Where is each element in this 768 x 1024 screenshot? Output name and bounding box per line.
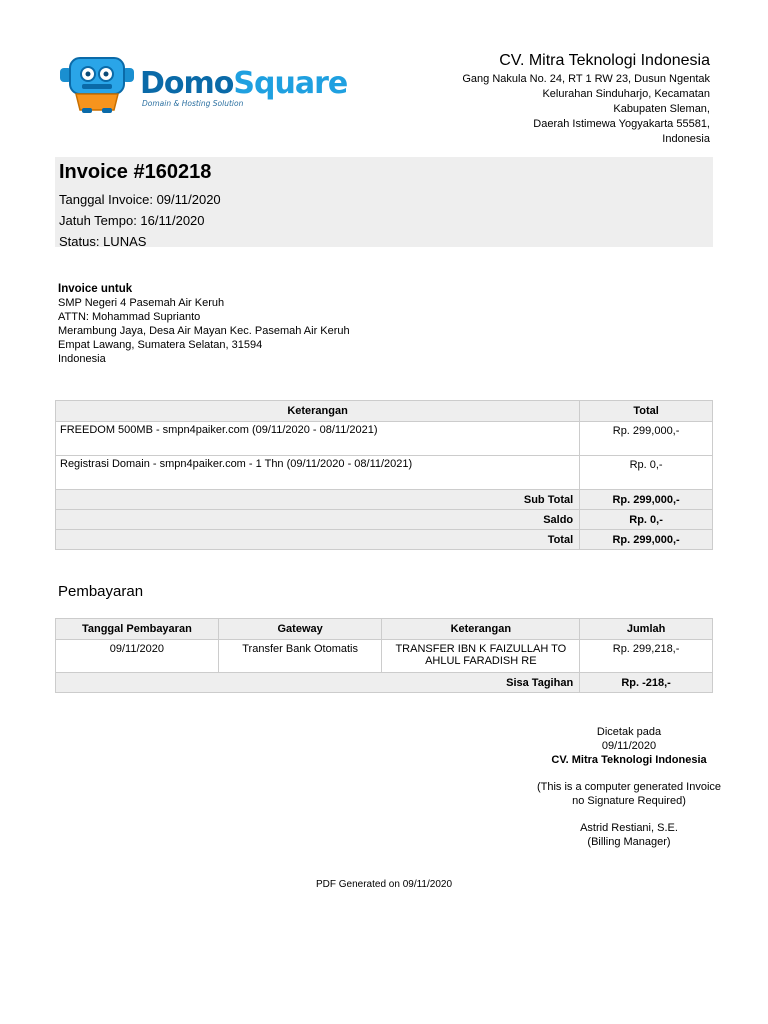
generated-note <box>500 780 758 808</box>
bill-to-line: Merambung Jaya, Desa Air Mayan Kec. Pasemah Air Keruh <box>58 325 350 337</box>
signer-name: Astrid Restiani, S.E. <box>580 822 678 834</box>
signer-role: (Billing Manager) <box>587 836 671 848</box>
column-header-amount: Jumlah <box>580 619 713 640</box>
company-info <box>462 51 710 147</box>
brand-name <box>140 66 347 101</box>
invoice-date: Tanggal Invoice: 09/11/2020 <box>59 192 221 207</box>
bill-to-heading: Invoice untuk <box>58 283 133 295</box>
item-total: Rp. 0,- <box>580 456 713 490</box>
remaining-balance-label: Sisa Tagihan <box>56 673 580 693</box>
brand-part-1: Domo <box>140 66 234 101</box>
generated-note-line: no Signature Required) <box>572 795 686 807</box>
invoice-status: Status: LUNAS <box>59 234 147 249</box>
printed-on-label: Dicetak pada <box>596 726 662 738</box>
bill-to-line: ATTN: Mohammad Suprianto <box>58 311 201 323</box>
column-header-payment-date: Tanggal Pembayaran <box>56 619 219 640</box>
company-address-line: Indonesia <box>662 133 710 145</box>
pdf-footer: PDF Generated on 09/11/2020 <box>315 879 453 890</box>
invoice-items-table <box>55 400 713 550</box>
payment-amount: Rp. 299,218,- <box>580 640 713 673</box>
total-row <box>56 530 713 550</box>
company-address-line: Gang Nakula No. 24, RT 1 RW 23, Dusun Ngentak <box>462 73 710 85</box>
brand-part-2: Square <box>233 66 348 101</box>
column-header-note: Keterangan <box>382 619 580 640</box>
table-row <box>56 640 713 673</box>
printed-on-block <box>500 725 758 767</box>
table-header-row <box>56 401 713 422</box>
payments-heading: Pembayaran <box>58 583 144 600</box>
company-logo <box>58 52 348 114</box>
invoice-summary-box <box>55 157 713 247</box>
remaining-balance-row <box>56 673 713 693</box>
company-name: CV. Mitra Teknologi Indonesia <box>499 52 710 69</box>
balance-value: Rp. 0,- <box>580 510 713 530</box>
generated-note-line: (This is a computer generated Invoice <box>536 781 722 793</box>
balance-row <box>56 510 713 530</box>
item-total: Rp. 299,000,- <box>580 422 713 456</box>
payment-note: TRANSFER IBN K FAIZULLAH TO AHLUL FARADISH RE <box>382 640 580 673</box>
signer-block <box>500 821 758 849</box>
payment-date: 09/11/2020 <box>56 640 219 673</box>
column-header-description: Keterangan <box>56 401 580 422</box>
subtotal-value: Rp. 299,000,- <box>580 490 713 510</box>
bill-to-line: Empat Lawang, Sumatera Selatan, 31594 <box>58 339 263 351</box>
item-description: Registrasi Domain - smpn4paiker.com - 1 Thn (09/11/2020 - 08/11/2021) <box>56 456 580 490</box>
remaining-balance-value: Rp. -218,- <box>580 673 713 693</box>
subtotal-row <box>56 490 713 510</box>
company-address-line: Kelurahan Sinduharjo, Kecamatan <box>542 88 710 100</box>
balance-label: Saldo <box>56 510 580 530</box>
bill-to-line: Indonesia <box>58 353 106 365</box>
invoice-title: Invoice #160218 <box>59 161 212 183</box>
company-address-line: Kabupaten Sleman, <box>613 103 710 115</box>
table-row <box>56 456 713 490</box>
table-row <box>56 422 713 456</box>
signature-company: CV. Mitra Teknologi Indonesia <box>551 754 707 766</box>
total-label: Total <box>56 530 580 550</box>
bill-to-line: SMP Negeri 4 Pasemah Air Keruh <box>58 297 225 309</box>
payment-gateway: Transfer Bank Otomatis <box>218 640 382 673</box>
invoice-due-date: Jatuh Tempo: 16/11/2020 <box>59 213 205 228</box>
printed-on-date: 09/11/2020 <box>601 740 657 752</box>
subtotal-label: Sub Total <box>56 490 580 510</box>
table-header-row <box>56 619 713 640</box>
company-address-line: Daerah Istimewa Yogyakarta 55581, <box>533 118 710 130</box>
column-header-gateway: Gateway <box>218 619 382 640</box>
column-header-total: Total <box>580 401 713 422</box>
bill-to-section <box>58 282 350 366</box>
payments-table <box>55 618 713 693</box>
brand-tagline: Domain & Hosting Solution <box>142 99 244 108</box>
robot-mascot-icon <box>58 54 138 114</box>
total-value: Rp. 299,000,- <box>580 530 713 550</box>
item-description: FREEDOM 500MB - smpn4paiker.com (09/11/2020 - 08/11/2021) <box>56 422 580 456</box>
